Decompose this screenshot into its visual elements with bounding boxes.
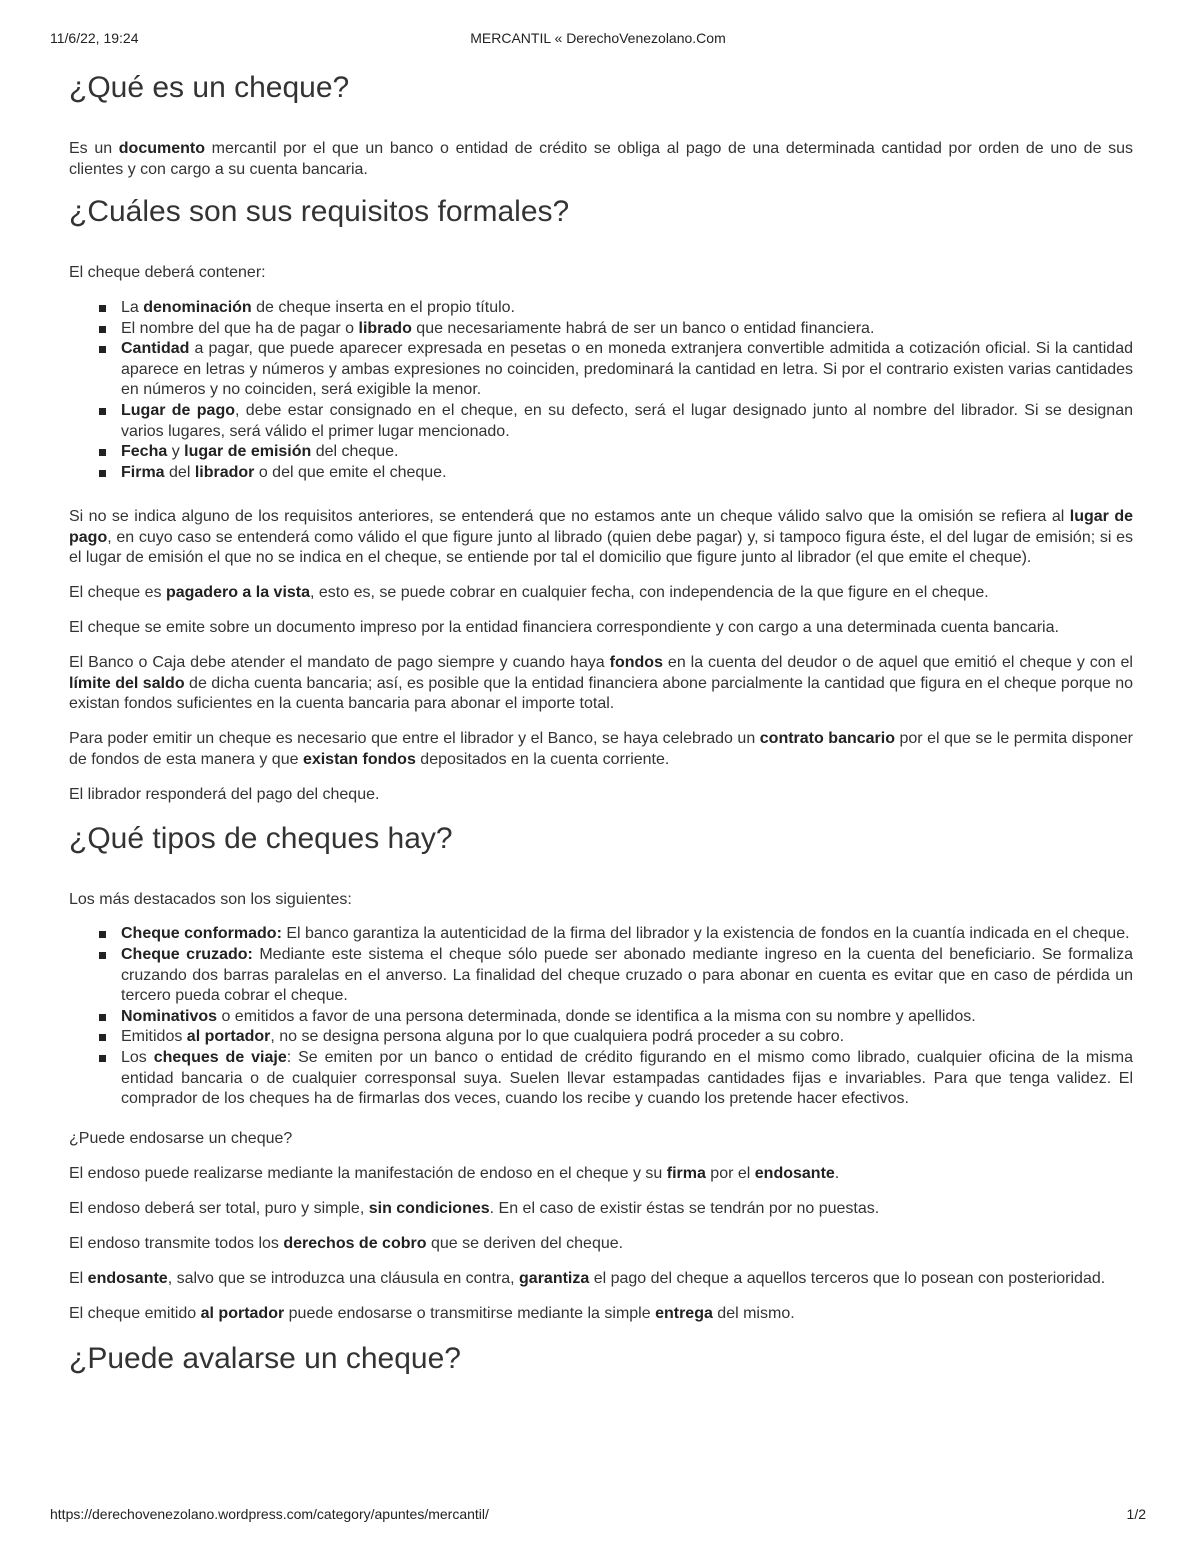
paragraph: El cheque emitido al portador puede endosarse o transmitirse mediante la simple entrega del mismo.	[69, 1304, 795, 1322]
list-item: Cheque cruzado: Mediante este sistema el cheque sólo puede ser abonado mediante ingreso en la cuenta del beneficiario. Se formaliza cruzando dos barras paralelas en el anverso. La finalidad del cheque cruzado o para abonar en cuenta es evitar que en caso de pérdida un tercero pueda cobrar el cheque.	[121, 945, 1133, 1007]
paragraph: Si no se indica alguno de los requisitos anteriores, se entenderá que no estamos ante un cheque válido salvo que la omisión se refiera al lugar de pago, en cuyo caso se entenderá como válido el que figure junto al librado (quien debe pagar) y, si tampoco figura éste, el del lugar de emisión; si es el lugar de emisión el que no se indica en el cheque, se entiende por tal el domicilio que figure junto al librador (el que emite el cheque).	[69, 508, 1134, 567]
list-item: Emitidos al portador, no se designa persona alguna por lo que cualquiera podrá proceder a su cobro.	[121, 1027, 1133, 1048]
paragraph: El librador responderá del pago del cheque.	[69, 785, 380, 803]
paragraph: Los más destacados son los siguientes:	[69, 890, 352, 908]
paragraph: El cheque es pagadero a la vista, esto es, se puede cobrar en cualquier fecha, con independencia de la que figure en el cheque.	[69, 584, 989, 602]
heading-puede-avalarse: ¿Puede avalarse un cheque?	[69, 1341, 461, 1375]
paragraph: El endosante, salvo que se introduzca una cláusula en contra, garantiza el pago del cheque a aquellos terceros que lo posean con posterioridad.	[69, 1269, 1106, 1287]
list-item: Lugar de pago, debe estar consignado en el cheque, en su defecto, será el lugar designado junto al nombre del librador. Si se designan varios lugares, será válido el primer lugar mencionado.	[121, 401, 1133, 442]
tipos-list	[69, 924, 1133, 1109]
heading-requisitos-formales: ¿Cuáles son sus requisitos formales?	[69, 194, 570, 228]
list-item: Cheque conformado: El banco garantiza la autenticidad de la firma del librador y la existencia de fondos en la cuantía indicada en el cheque.	[121, 924, 1133, 945]
paragraph: El endoso puede realizarse mediante la manifestación de endoso en el cheque y su firma por el endosante.	[69, 1164, 840, 1182]
list-item: Fecha y lugar de emisión del cheque.	[121, 442, 1133, 463]
paragraph: El endoso transmite todos los derechos de cobro que se deriven del cheque.	[69, 1234, 624, 1252]
list-item: Nominativos o emitidos a favor de una persona determinada, donde se identifica a la misma con su nombre y apellidos.	[121, 1007, 1133, 1028]
print-page-title: MERCANTIL « DerechoVenezolano.Com	[470, 30, 726, 46]
paragraph: Para poder emitir un cheque es necesario que entre el librador y el Banco, se haya celebrado un contrato bancario por el que se le permita disponer de fondos de esta manera y que existan fondos depositados en la cuenta corriente.	[69, 730, 1134, 768]
print-page-number: 1/2	[1126, 1506, 1146, 1522]
print-url: https://derechovenezolano.wordpress.com/category/apuntes/mercantil/	[50, 1506, 489, 1522]
paragraph: El endoso deberá ser total, puro y simple, sin condiciones. En el caso de existir éstas se tendrán por no puestas.	[69, 1199, 880, 1217]
list-item: Firma del librador o del que emite el cheque.	[121, 463, 1133, 484]
paragraph: Es un documento mercantil por el que un banco o entidad de crédito se obliga al pago de una determinada cantidad por orden de uno de sus clientes y con cargo a su cuenta bancaria.	[69, 140, 1134, 178]
paragraph: ¿Puede endosarse un cheque?	[69, 1129, 293, 1147]
print-datetime: 11/6/22, 19:24	[50, 30, 139, 46]
paragraph: El Banco o Caja debe atender el mandato de pago siempre y cuando haya fondos en la cuenta del deudor o de aquel que emitió el cheque y con el límite del saldo de dicha cuenta bancaria; así, es posible que la entidad financiera abone parcialmente la cantidad que figura en el cheque porque no existan fondos suficientes en la cuenta bancaria para abonar el importe total.	[69, 654, 1133, 713]
list-item: Los cheques de viaje: Se emiten por un banco o entidad de crédito figurando en el mismo como librado, cualquier oficina de la misma entidad bancaria o de cualquier corresponsal suya. Suelen llevar estampadas cantidades fijas e invariables. Para que tenga validez. El comprador de los cheques ha de firmarlas dos veces, cuando los recibe y cuando los pretende hacer efectivos.	[121, 1048, 1133, 1110]
print-footer	[50, 1506, 1146, 1526]
list-item: El nombre del que ha de pagar o librado que necesariamente habrá de ser un banco o entidad financiera.	[121, 319, 1133, 340]
print-header	[50, 30, 1146, 50]
list-item: La denominación de cheque inserta en el propio título.	[121, 298, 1133, 319]
heading-que-es-un-cheque: ¿Qué es un cheque?	[69, 71, 350, 104]
paragraph: El cheque deberá contener:	[69, 263, 266, 281]
requisitos-list	[69, 298, 1133, 483]
list-item: Cantidad a pagar, que puede aparecer expresada en pesetas o en moneda extranjera convertible admitida a cotización oficial. Si la cantidad aparece en letras y números y ambas expresiones no coinciden, predominará la cantidad en letra. Si por el contrario existen varias cantidades en números y no coinciden, será exigible la menor.	[121, 339, 1133, 401]
heading-wrap	[69, 66, 1133, 112]
heading-tipos-de-cheques: ¿Qué tipos de cheques hay?	[69, 821, 453, 855]
paragraph: El cheque se emite sobre un documento impreso por la entidad financiera correspondiente y con cargo a una determinada cuenta bancaria.	[69, 619, 1059, 637]
article-content	[69, 66, 1133, 1379]
